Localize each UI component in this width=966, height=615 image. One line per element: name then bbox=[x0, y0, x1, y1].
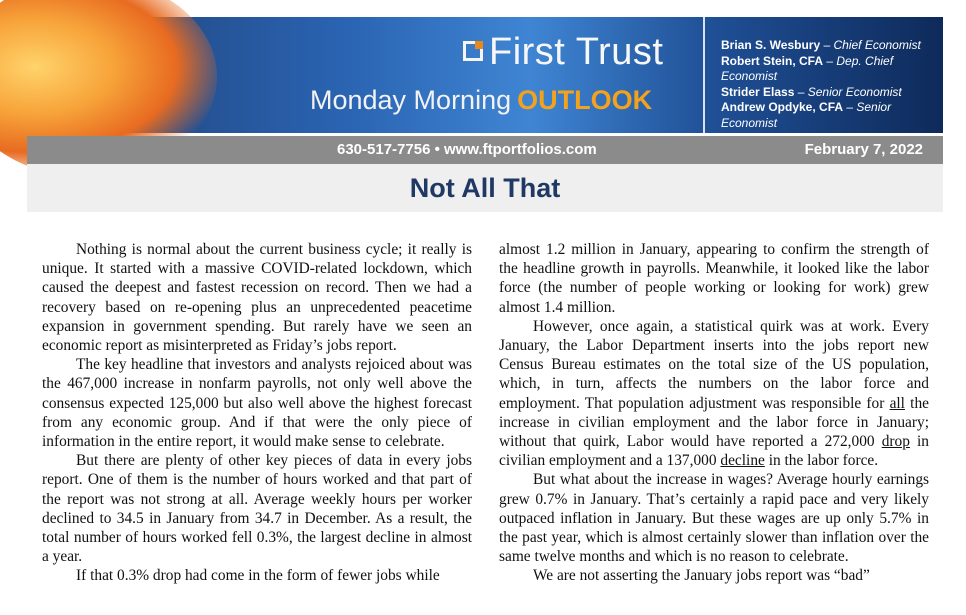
underlined-word: drop bbox=[881, 433, 910, 451]
economist-staff-list bbox=[721, 38, 943, 147]
text-run: in the labor force. bbox=[764, 452, 879, 470]
staff-title: Senior Economist bbox=[721, 100, 892, 130]
underlined-word: decline bbox=[720, 452, 765, 470]
publication-date: February 7, 2022 bbox=[804, 141, 923, 158]
staff-title: Dep. Chief Economist bbox=[721, 53, 894, 83]
contact-bar bbox=[27, 136, 943, 164]
staff-title: Chief Economist bbox=[833, 38, 921, 52]
staff-dash: – bbox=[794, 84, 808, 99]
first-trust-logo-icon bbox=[463, 41, 483, 61]
staff-entry bbox=[721, 54, 943, 85]
paragraph: If that 0.3% drop had come in the form of fewer jobs while bbox=[76, 567, 440, 585]
article-title-bar bbox=[27, 164, 943, 212]
paragraph: But what about the increase in wages? Average hourly earnings grew 0.7% in January. That’s certainly a rapid pace and very likely outpaced inflation in January. But these wages are up only 5.7% in the past year, which is almost certainly slower than inflation over the same twelve months and which is no reason to celebrate. bbox=[499, 471, 929, 566]
staff-entry bbox=[721, 100, 943, 131]
paragraph: The key headline that investors and analysts rejoiced about was the 467,000 increase in nonfarm payrolls, not only well above the consensus expected 125,000 but also well above the highest forecast from any economic group. And if that were the only piece of information in the entire report, it would make sense to celebrate. bbox=[42, 356, 472, 451]
paragraph: almost 1.2 million in January, appearing to confirm the strength of the headline growth in payrolls. Meanwhile, it looked like the labor force (the number of people working or looking for work) grew almost 1.4 million. bbox=[499, 241, 929, 316]
paragraph: But there are plenty of other key pieces of data in every jobs report. One of them is the number of hours worked and that part of the report was not strong at all. Average weekly hours per worker declined to 34.5 in January from 34.7 in December. As a result, the total number of hours worked fell 0.3%, the largest decline in almost a year. bbox=[42, 452, 472, 566]
text-run: in civilian employment and a 137,000 bbox=[499, 433, 929, 470]
paragraph: Nothing is normal about the current business cycle; it really is unique. It started with a massive COVID-related lockdown, which caused the deepest and fastest recession on record. Then we had a recovery based on re-opening plus an unprecedented peacetime expansion in government spending. But rarely have we seen an economic report as misinterpreted as Friday’s jobs report. bbox=[42, 241, 472, 355]
right-text-column bbox=[499, 240, 929, 586]
brand-name: First Trust bbox=[489, 31, 664, 73]
text-run: However, once again, a statistical quirk was at work. Every January, the Labor Department inserts into the jobs report new Census Bureau estimates on the total size of the US population, which, in turn, affects the numbers on the labor force and employment. That population adjustment was responsible for bbox=[499, 317, 929, 412]
staff-dash: – bbox=[843, 100, 857, 114]
text-run: the increase in civilian employment and the labor force in January; without that quirk, Labor would have reported a 272,000 bbox=[499, 394, 929, 451]
publication-title-prefix: Monday Morning bbox=[310, 85, 512, 115]
masthead-divider bbox=[703, 17, 705, 133]
staff-name: Andrew Opdyke, CFA bbox=[721, 100, 844, 114]
underlined-word: all bbox=[889, 394, 905, 412]
left-text-column bbox=[42, 240, 472, 586]
staff-name: Brian S. Wesbury bbox=[721, 38, 821, 52]
paragraph bbox=[499, 317, 929, 471]
staff-dash: – bbox=[823, 53, 837, 68]
publication-title bbox=[310, 85, 652, 116]
article-title: Not All That bbox=[409, 173, 561, 203]
staff-entry bbox=[721, 85, 943, 101]
publication-title-highlight: OUTLOOK bbox=[517, 85, 653, 115]
staff-name: Strider Elass bbox=[721, 84, 795, 99]
contact-info: 630-517-7756 • www.ftportfolios.com bbox=[337, 141, 597, 158]
staff-entry bbox=[721, 38, 943, 54]
masthead-banner bbox=[27, 17, 943, 133]
staff-dash: – bbox=[820, 38, 834, 52]
staff-title: Senior Economist bbox=[807, 84, 902, 99]
staff-name: Robert Stein, CFA bbox=[721, 53, 824, 68]
paragraph: We are not asserting the January jobs report was “bad” bbox=[533, 567, 870, 585]
